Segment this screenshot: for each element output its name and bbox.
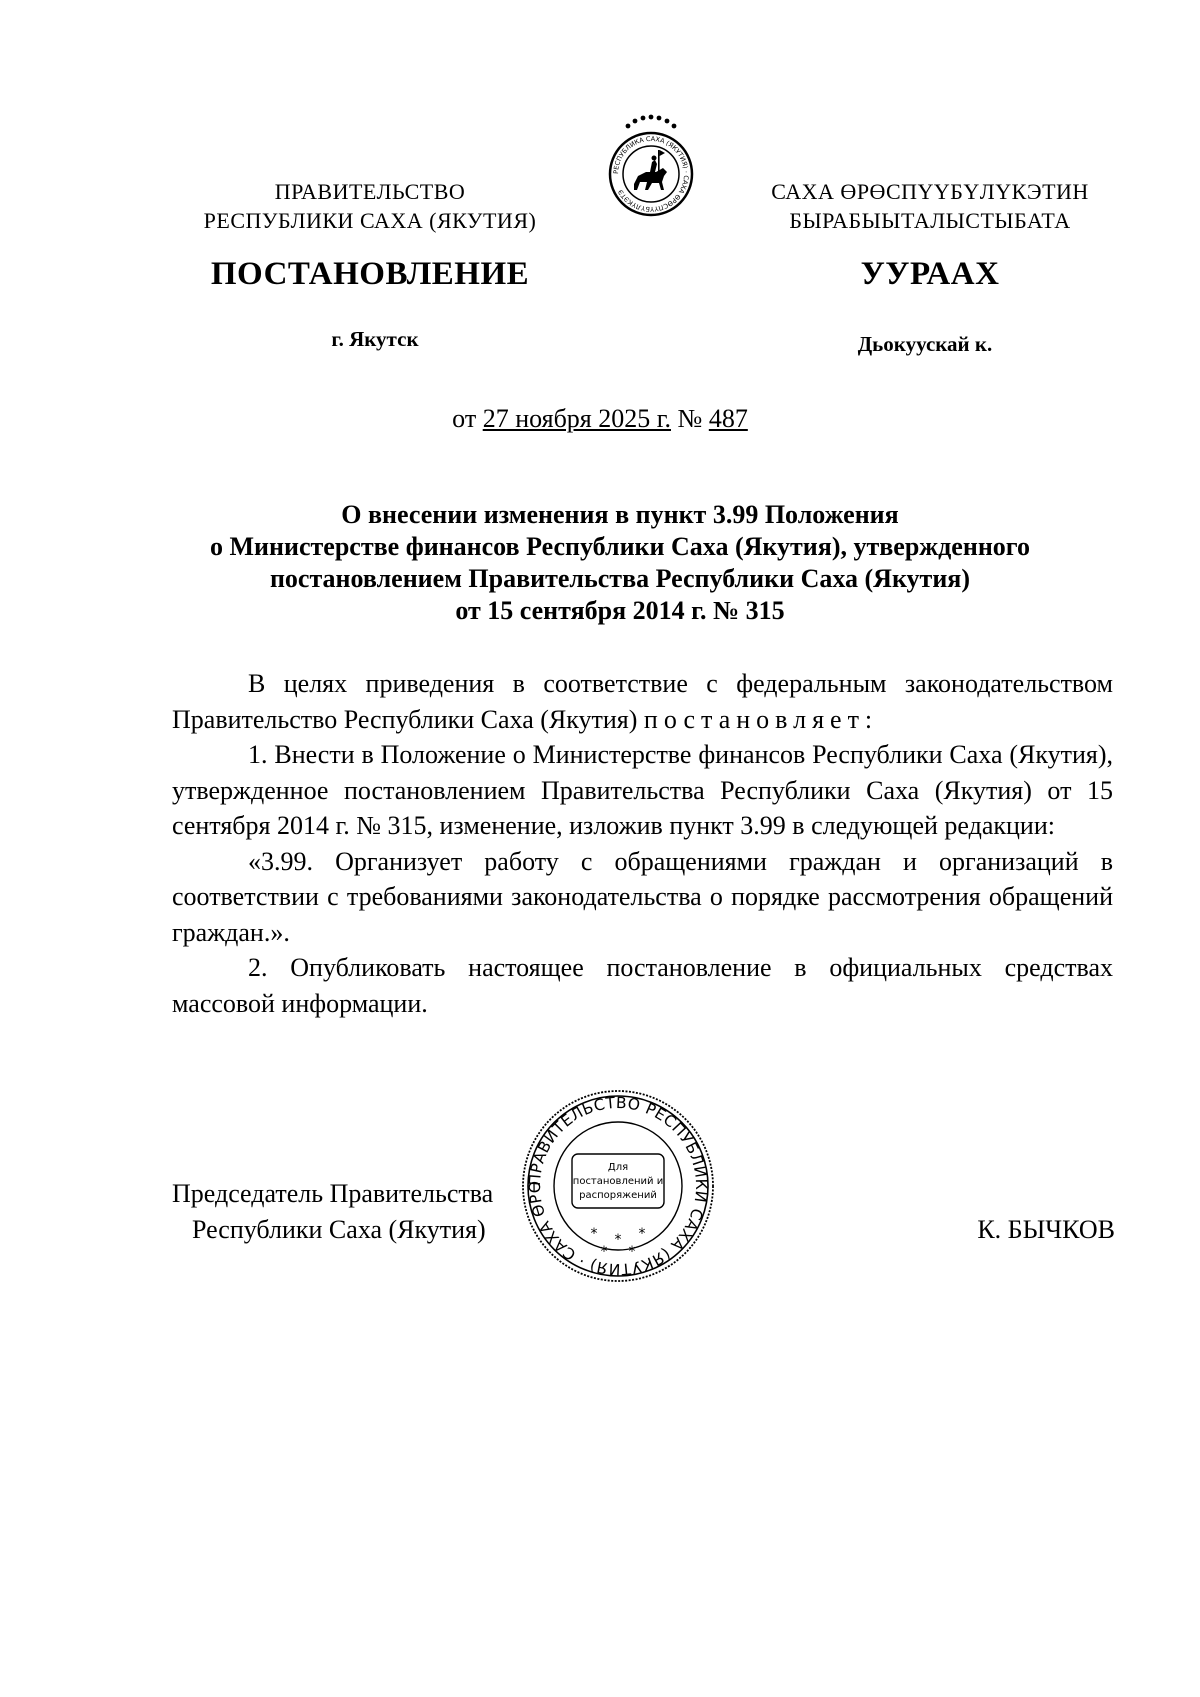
signature-position — [172, 1176, 532, 1248]
city-left: г. Якутск — [331, 327, 419, 351]
signature-position-line2: Республики Саха (Якутия) — [192, 1215, 486, 1244]
svg-text:*: * — [600, 1244, 608, 1260]
emblem-ring-text: РЕСПУБЛИКА САХА (ЯКУТИЯ) · САХА ӨРӨСПҮҮБҮЛҮКЭТЭ — [611, 134, 691, 214]
doc-type-right: УУРААХ — [860, 256, 1000, 292]
header-left-org — [180, 177, 560, 235]
header-right-org — [740, 177, 1120, 235]
document-title — [150, 499, 1090, 627]
title-line1: О внесении изменения в пункт 3.99 Положения — [341, 500, 899, 529]
svg-text:*: * — [638, 1226, 646, 1242]
header-left-line1: ПРАВИТЕЛЬСТВО — [274, 179, 466, 204]
header-right-line1: САХА ӨРӨСПҮҮБҮЛҮКЭТИН — [771, 179, 1089, 204]
intro-text: В целях приведения в соответствие с федеральным законодательством Правительство Республики Саха (Якутия) — [172, 669, 1113, 734]
official-stamp — [520, 1088, 716, 1284]
intro-verb: постановляет: — [643, 704, 879, 734]
number-sign: № — [677, 404, 703, 433]
quote-paragraph: «3.99. Организует работу с обращениями граждан и организаций в соответствии с требованиями законодательства о порядке рассмотрения обращений граждан.». — [172, 846, 1113, 947]
intro-paragraph — [172, 666, 1113, 737]
svg-text:*: * — [590, 1226, 598, 1242]
item-2-paragraph: 2. Опубликовать настоящее постановление в официальных средствах массовой информации. — [172, 953, 1113, 1018]
title-line3: постановлением Правительства Республики Саха (Якутия) — [269, 564, 971, 593]
document-number: 487 — [708, 404, 748, 433]
signatory-name: К. БЫЧКОВ — [977, 1215, 1115, 1244]
doc-type-left: ПОСТАНОВЛЕНИЕ — [210, 256, 530, 292]
document-date: 27 ноября 2025 г. — [482, 404, 671, 433]
svg-text:*: * — [614, 1232, 622, 1248]
title-line4: от 15 сентября 2014 г. № 315 — [455, 596, 785, 625]
header-left-line2: РЕСПУБЛИКИ САХА (ЯКУТИЯ) — [203, 208, 537, 233]
item-1-paragraph: 1. Внести в Положение о Министерстве финансов Республики Саха (Якутия), утвержденное постановлением Правительства Республики Саха (Якутия) от 15 сентября 2014 г. № 315, изменение, изложив пункт 3.99 в следующей редакции: — [172, 740, 1113, 840]
document-dateline — [0, 403, 1200, 435]
document-body — [172, 666, 1113, 1021]
header-right-line2: БЫРАБЫЫТАЛЫСТЫБАТА — [789, 208, 1071, 233]
svg-text:*: * — [628, 1244, 636, 1260]
stamp-center-line1: Для — [607, 1162, 629, 1173]
dateline-prefix: от — [452, 404, 477, 433]
title-line2: о Министерстве финансов Республики Саха (Якутия), утвержденного — [210, 532, 1030, 561]
stamp-center-line2: постановлений и — [572, 1176, 664, 1187]
stamp-ring-text: ПРАВИТЕЛЬСТВО РЕСПУБЛИКИ САХА (ЯКУТИЯ) · САХА ӨРӨ — [525, 1093, 711, 1279]
stamp-center-line3: распоряжений — [579, 1190, 657, 1201]
city-right: Дьокуускай к. — [857, 332, 993, 356]
signature-position-line1: Председатель Правительства — [172, 1179, 494, 1208]
coat-of-arms-emblem — [608, 112, 694, 224]
